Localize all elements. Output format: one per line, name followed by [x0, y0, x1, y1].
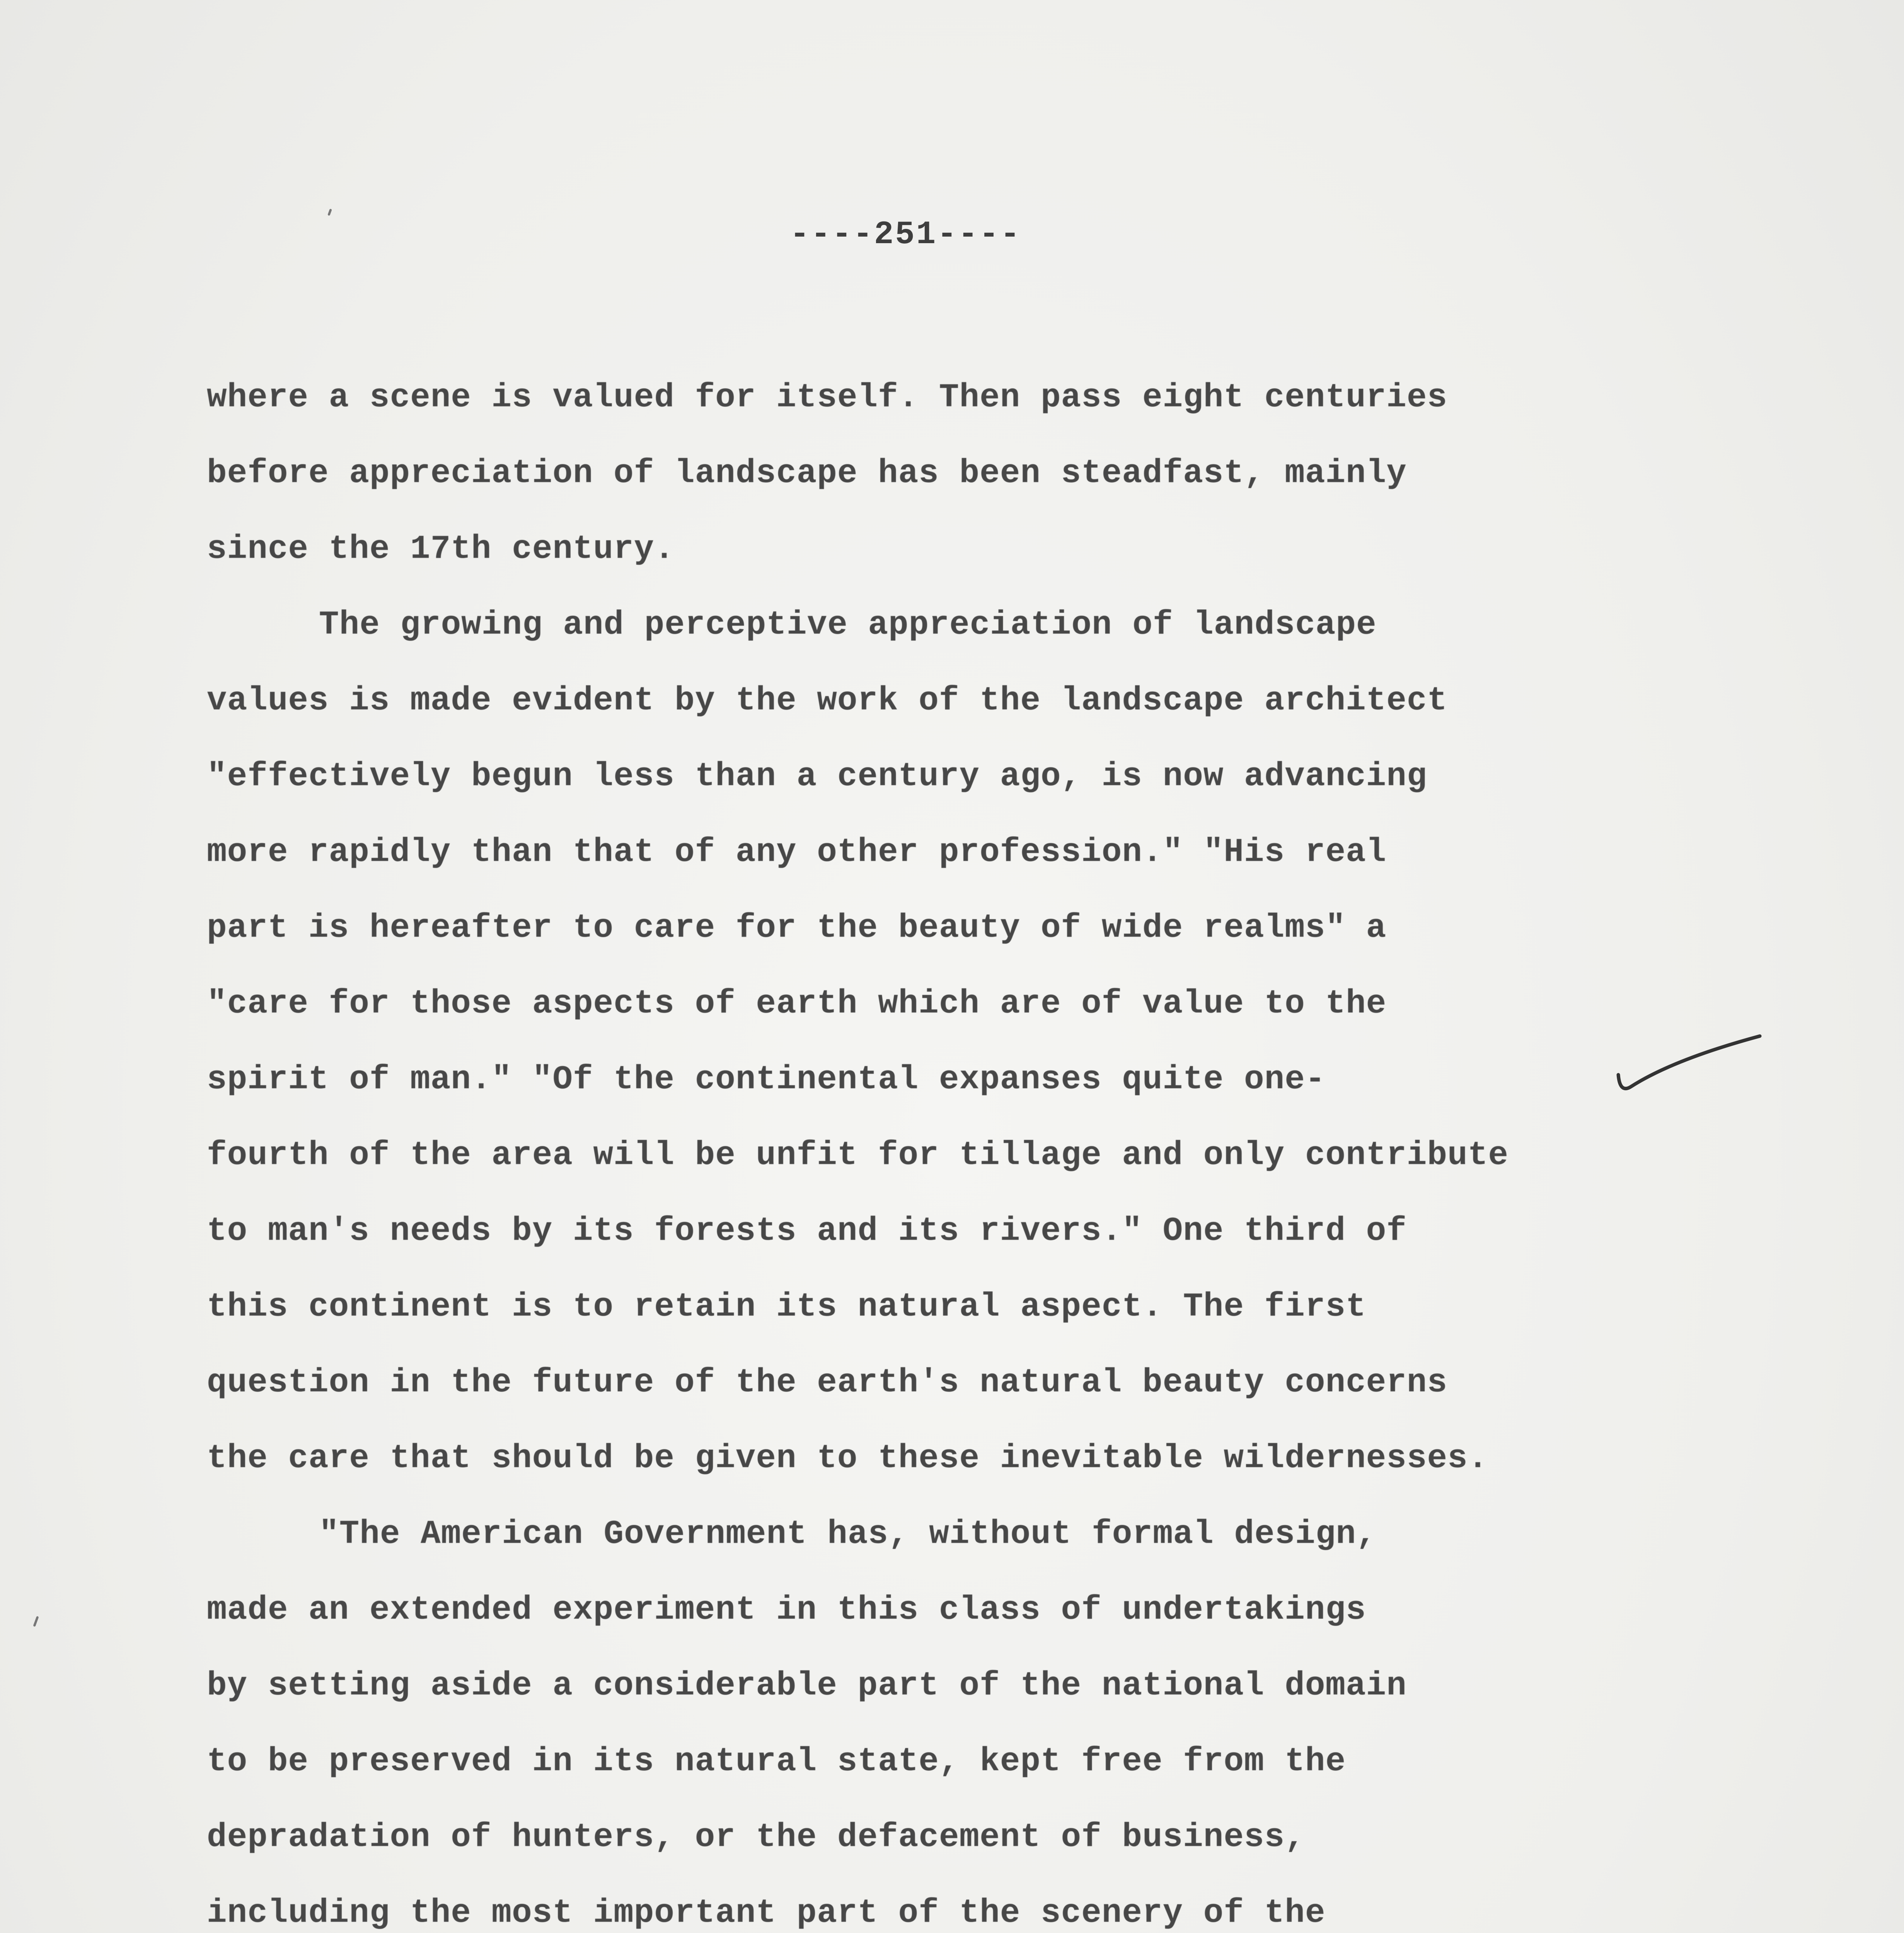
text-line: "The American Government has, without formal design,: [319, 1515, 1377, 1553]
text-line: The growing and perceptive appreciation of landscape: [319, 606, 1377, 644]
body-text: [207, 360, 1715, 1933]
text-line: since the 17th century.: [207, 530, 675, 568]
text-line: to man's needs by its forests and its rivers." One third of: [207, 1212, 1407, 1250]
text-line: this continent is to retain its natural aspect. The first: [207, 1288, 1366, 1326]
text-line: made an extended experiment in this class of undertakings: [207, 1591, 1366, 1629]
text-line: spirit of man." "Of the continental expanses quite one-: [207, 1060, 1326, 1098]
text-line: where a scene is valued for itself. Then pass eight centuries: [207, 378, 1448, 416]
text-line: depradation of hunters, or the defacement of business,: [207, 1818, 1305, 1856]
text-line: more rapidly than that of any other profession." "His real: [207, 833, 1387, 871]
text-line: by setting aside a considerable part of the national domain: [207, 1667, 1407, 1705]
text-line: values is made evident by the work of the landscape architect: [207, 682, 1448, 719]
text-line: question in the future of the earth's natural beauty concerns: [207, 1364, 1448, 1401]
text-line: fourth of the area will be unfit for tillage and only contribute: [207, 1136, 1509, 1174]
pencil-check-mark: [1616, 1028, 1763, 1098]
text-line: before appreciation of landscape has been steadfast, mainly: [207, 454, 1407, 492]
text-line: to be preserved in its natural state, kept free from the: [207, 1742, 1346, 1780]
page-number: ----251----: [790, 216, 1021, 253]
text-line: "care for those aspects of earth which are of value to the: [207, 985, 1387, 1023]
paper-speck: [327, 209, 332, 216]
text-line: part is hereafter to care for the beauty of wide realms" a: [207, 909, 1387, 947]
text-line: the care that should be given to these inevitable wildernesses.: [207, 1439, 1488, 1477]
text-line: including the most important part of the scenery of the: [207, 1894, 1326, 1932]
text-line: "effectively begun less than a century ago, is now advancing: [207, 757, 1427, 795]
paper-speck: [33, 1616, 39, 1627]
